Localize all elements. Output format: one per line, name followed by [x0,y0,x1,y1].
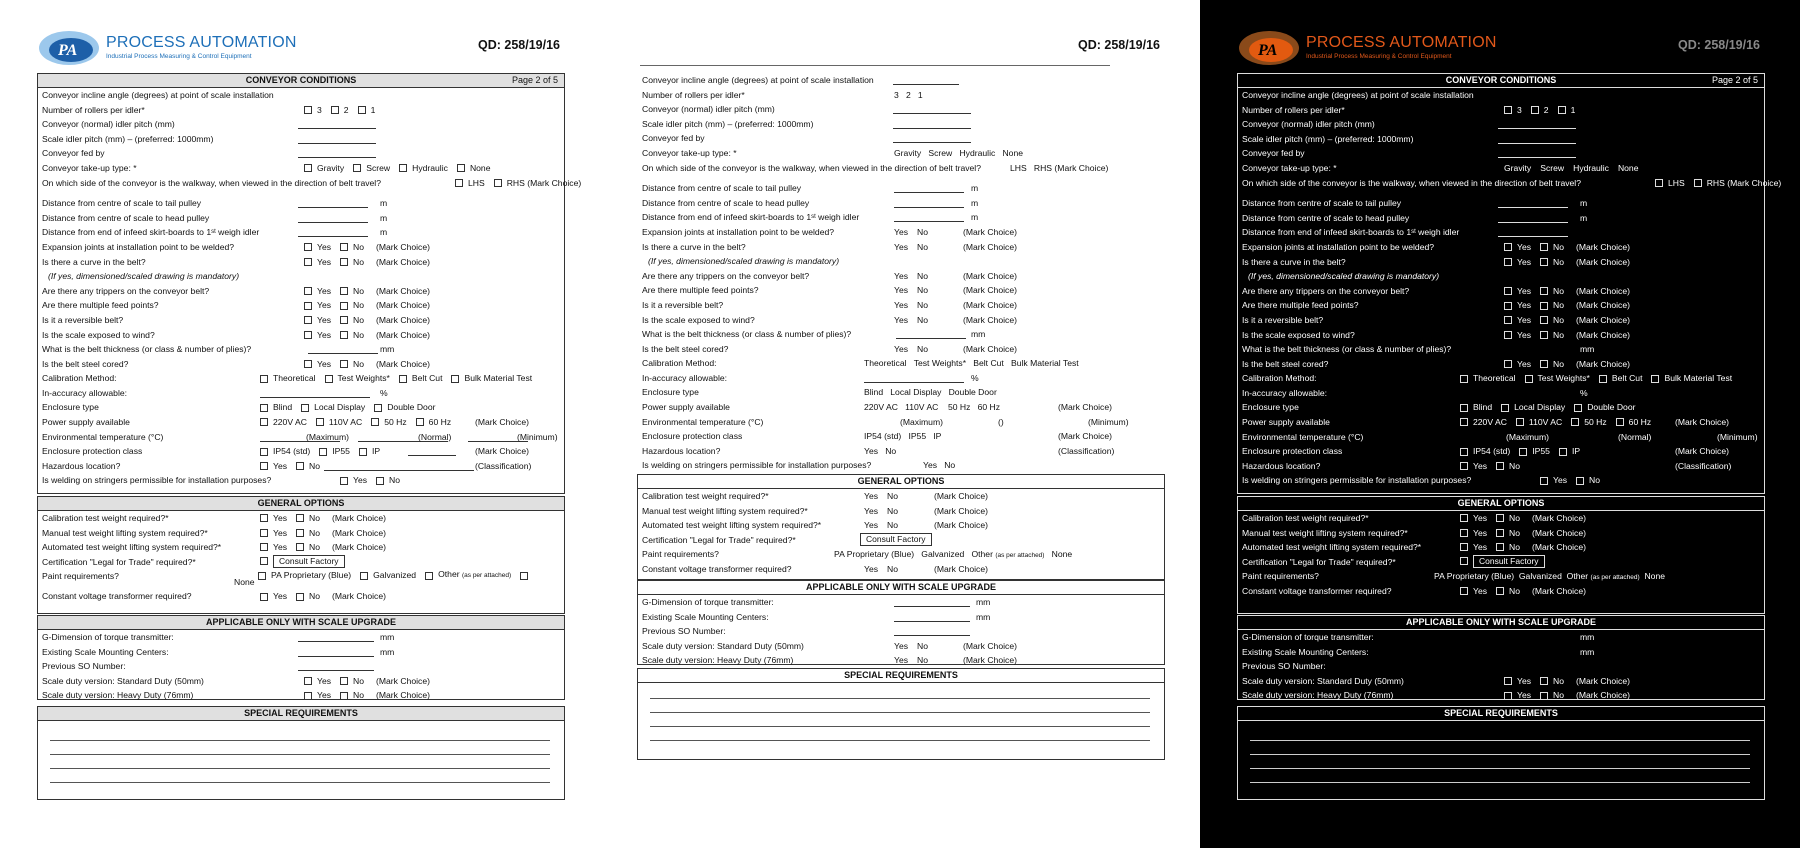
paint-row: Paint requirements? PA Proprietary (Blue) Galvanized Other (as per attached) None [38,569,564,589]
checkbox[interactable] [1574,404,1582,412]
checkbox[interactable] [1496,514,1504,522]
checkbox[interactable] [1540,243,1548,251]
fed-by-row: Conveyor fed by [38,146,564,161]
mark-choice-label: (Mark Choice) [1576,285,1630,296]
mark-choice-label: (Mark Choice) [376,285,430,296]
mark-choice-label: (Mark Choice) [963,343,1017,354]
yes-no-choice: Yes No [1460,584,1526,599]
checkbox[interactable] [340,477,348,485]
checkbox[interactable] [399,164,407,172]
std-row: Scale duty version: Standard Duty (50mm) Yes No (Mark Choice) [38,674,564,689]
checkbox[interactable] [457,164,465,172]
input-line[interactable] [894,192,964,193]
checkbox[interactable] [1559,448,1567,456]
checkbox[interactable] [340,331,348,339]
checkbox[interactable] [425,572,433,580]
reversible-row: Is it a reversible belt? Yes No (Mark Choice) [38,313,564,328]
checkbox[interactable] [1571,418,1579,426]
section-title: CONVEYOR CONDITIONS [245,75,357,85]
company-logo: PA PROCESS AUTOMATION Industrial Process Measuring & Control Equipment [1238,22,1497,72]
yes-no-choice: Yes No [894,285,929,296]
calib-weight-row: Calibration test weight required?* Yes No (Mark Choice) [38,511,564,526]
accuracy-row: In-accuracy allowable: % [42,387,388,398]
yes-no-choice: Yes No [304,674,370,689]
heavy-row: Scale duty version: Heavy Duty (76mm) Yes No (Mark Choice) [38,688,564,703]
input-line[interactable] [408,455,456,456]
input-line[interactable] [260,397,370,398]
enclosure-row: Enclosure type Blind Local Display Double Door [42,402,436,413]
yes-no-choice: Yes No [1504,255,1570,270]
checkbox[interactable] [1651,375,1659,383]
checkbox[interactable] [340,360,348,368]
text-line[interactable] [650,698,1150,699]
transformer-row: Constant voltage transformer required? Yes No (Mark Choice) [38,589,564,604]
yes-no-choice: Yes No [1504,298,1570,313]
mounting-row: Existing Scale Mounting Centers: mm [42,646,395,657]
input-line[interactable] [894,207,964,208]
mark-choice-label: (Mark Choice) [376,690,430,701]
mark-choice-label: (Mark Choice) [934,520,988,531]
welding-row: Is welding on stringers permissible for installation purposes? Yes No [42,475,401,486]
incline-row: Conveyor incline angle (degrees) at point of scale installation [42,90,274,100]
checkbox[interactable] [304,677,312,685]
general-section: GENERAL OPTIONS Calibration test weight required?* Yes No (Mark Choice) Manual test weight lifting system required?* Yes No (Mark Choice) Automated test weight lifting system required?* Yes No (Mark Choice) Certification "Legal for Trade" required?* Consult Factory Paint requirements? PA Proprietary (Blue) Galvanized Other (as per attached) None Constant voltage transformer required? Yes No (Mark Choice) [1237,496,1765,614]
checkbox[interactable] [371,418,379,426]
checkbox[interactable] [340,677,348,685]
mark-choice-label: (Mark Choice) [332,513,386,523]
input-line[interactable] [893,113,971,114]
mark-choice-label: (Mark Choice) [1532,542,1586,553]
checkbox[interactable] [1460,404,1468,412]
yes-no-choice: Yes No [894,241,929,252]
mark-choice-label: (Mark Choice) [1576,675,1630,686]
checkbox[interactable] [325,375,333,383]
checkbox[interactable] [1540,360,1548,368]
svg-text:PA: PA [1258,42,1278,59]
input-line[interactable] [1498,207,1568,208]
text-line[interactable] [50,740,550,741]
mark-choice-label: (Mark Choice) [963,314,1017,325]
form-page-inverted-overlay [1200,0,1800,848]
calib-row: Calibration Method: Theoretical Test Weights* Belt Cut Bulk Material Test [42,373,533,384]
checkbox[interactable] [1504,316,1512,324]
input-line[interactable] [1498,157,1576,158]
checkbox[interactable] [304,302,312,310]
checkbox[interactable] [399,375,407,383]
checkbox[interactable] [260,375,268,383]
checkbox[interactable] [374,404,382,412]
checkbox[interactable] [1460,448,1468,456]
mark-choice-label: (Mark Choice) [1576,690,1630,701]
checkbox[interactable] [304,360,312,368]
checkbox[interactable] [1519,448,1527,456]
mark-choice-label: (Mark Choice) [376,314,430,325]
yes-no-choice: Yes No [1504,240,1570,255]
mark-choice-label: (Mark Choice) [1576,241,1630,252]
checkbox[interactable] [1540,677,1548,685]
checkbox[interactable] [1504,243,1512,251]
checkbox[interactable] [296,514,304,522]
checkbox[interactable] [340,258,348,266]
input-line[interactable] [894,621,970,622]
prev-so-row: Previous SO Number: [38,659,564,674]
checkbox[interactable] [304,106,312,114]
yes-no-choice: Yes No [1504,674,1570,689]
special-section [37,706,565,800]
input-line[interactable] [298,157,376,158]
mark-choice-label: (Mark Choice) [963,299,1017,310]
checkbox[interactable] [304,316,312,324]
mark-choice-label: (Mark Choice) [1576,358,1630,369]
checkbox[interactable] [1460,514,1468,522]
wind-row: Is the scale exposed to wind? Yes No (Mark Choice) [38,328,564,343]
yes-no-choice: Yes No [894,299,929,310]
protection-row: Enclosure protection class IP54 (std) IP55 IP (Mark Choice) [42,446,529,457]
mark-choice-label: (Mark Choice) [934,491,988,501]
checkbox[interactable] [353,164,361,172]
yes-no-choice: Yes No [864,563,899,574]
checkbox[interactable] [358,106,366,114]
special-section: SPECIAL REQUIREMENTS [637,668,1165,760]
checkbox[interactable] [340,302,348,310]
checkbox[interactable] [260,448,268,456]
mark-choice-label: (Mark Choice) [376,300,430,311]
yes-no-choice: Yes No [304,240,370,255]
checkbox[interactable] [260,462,268,470]
checkbox[interactable] [1540,258,1548,266]
input-line[interactable] [894,221,964,222]
checkbox[interactable] [1504,360,1512,368]
auto-lift-row: Automated test weight lifting system required?* Yes No (Mark Choice) [38,540,564,555]
checkbox[interactable] [340,287,348,295]
checkbox[interactable] [1531,106,1539,114]
checkbox[interactable] [296,529,304,537]
mark-choice-label: (Mark Choice) [1532,527,1586,538]
tail-row: Distance from centre of scale to tail pulley m [42,198,388,209]
checkbox[interactable] [1525,375,1533,383]
checkbox[interactable] [1496,529,1504,537]
mark-choice-label: (Mark Choice) [376,241,430,252]
input-line[interactable] [864,382,964,383]
text-line[interactable] [1250,740,1750,741]
input-line[interactable] [1498,236,1568,237]
curve-note: (If yes, dimensioned/scaled drawing is mandatory) [48,271,240,282]
mark-choice-label: (Mark Choice) [963,285,1017,296]
checkbox[interactable] [340,692,348,700]
manual-lift-row: Manual test weight lifting system required?* Yes No (Mark Choice) [38,526,564,541]
hazard-row: Hazardous location? Yes No (Classification) [42,460,532,471]
checkbox[interactable] [1496,587,1504,595]
qd-number: QD: 258/19/16 [478,38,560,52]
checkbox[interactable] [1655,179,1663,187]
checkbox[interactable] [304,287,312,295]
checkbox[interactable] [1616,418,1624,426]
mark-choice-label: (Mark Choice) [1576,314,1630,325]
checkbox[interactable] [260,543,268,551]
yes-no-choice: Yes No [1504,313,1570,328]
mark-choice-label: (Mark Choice) [376,256,430,267]
yes-no-choice: Yes No [260,526,326,541]
input-line[interactable] [298,143,376,144]
conveyor-section: Conveyor incline angle (degrees) at point of scale installation Number of rollers per idler* 3 2 1 Conveyor (normal) idler pitch (mm) Scale idler pitch (mm) – (preferred: 1000mm) Conveyor fed by Conveyor take-up type: * Gravity Screw Hydraulic None On which side of the conveyor is the walkway, when viewed in the direction of belt travel? LHS RHS (Mark Choice) Distance from centre of scale to tail pulley m Distance from centre of scale to head pulley m Distance from end of infeed skirt-boards to 1st weigh idler m Expansion joints at installation point to be welded? Yes No (Mark Choice) Is there a curve in the belt? Yes No (Mark Choice) (If yes, dimensioned/scaled drawing is mandatory) Are there any trippers on the conveyor belt? Yes No (Mark Choice) Are there multiple feed points? Yes No (Mark Choice) Is it a reversible belt? Yes No (Mark Choice) Is the scale exposed to wind? Yes No (Mark Choice) What is the belt thickness (or class & number of plies)? mm Is the belt steel cored? Yes No (Mark Choice) Calibration Method: Theoretical Test Weights* Belt Cut Bulk Material Test In-accuracy allowable: % Enclosure type Blind Local Display Double Door Power supply available 220V AC 110V AC 50 Hz 60 Hz (Mark Choice) Environmental temperature (°C) (Maximum) () (Minimum) Enclosure protection class IP54 (std) IP55 IP (Mark Choice) Hazardous location? Yes No (Classification) Is welding on stringers permissible for installation purposes? Yes No [642,75,1129,471]
yes-no-choice: Yes No [260,540,326,555]
text-line[interactable] [1250,754,1750,755]
walkway-row: On which side of the conveyor is the walkway, when viewed in the direction of belt travel? LHS RHS (Mark Choice) [42,177,582,188]
input-line[interactable] [1498,128,1576,129]
checkbox[interactable] [260,529,268,537]
input-line[interactable] [894,635,970,636]
page-number: Page 2 of 5 [511,75,558,85]
yes-no-choice: Yes No [864,505,899,516]
consult-factory-label: Consult Factory [273,555,345,568]
yes-no-choice: Yes No [304,255,370,270]
input-line[interactable] [308,353,378,354]
mark-choice-label: (Mark Choice) [963,241,1017,252]
trippers-row: Are there any trippers on the conveyor belt? Yes No (Mark Choice) [38,284,564,299]
idler-pitch-row: Conveyor (normal) idler pitch (mm) [38,117,564,132]
expansion-row: Expansion joints at installation point to be welded? Yes No (Mark Choice) [38,240,564,255]
yes-no-choice: Yes No [894,655,929,666]
checkbox[interactable] [260,514,268,522]
checkbox[interactable] [316,418,324,426]
yes-no-choice: Yes No [304,298,370,313]
legal-row: Certification "Legal for Trade" required?* Consult Factory [38,555,564,570]
brand-name: PROCESS AUTOMATION [106,34,297,51]
mark-choice-label: (Mark Choice) [934,563,988,574]
checkbox[interactable] [1540,287,1548,295]
mark-choice-label: (Mark Choice) [376,675,430,686]
company-logo [38,22,297,72]
checkbox[interactable] [340,243,348,251]
checkbox[interactable] [260,418,268,426]
checkbox[interactable] [1504,287,1512,295]
text-line[interactable] [50,768,550,769]
section-title: GENERAL OPTIONS [38,497,564,511]
checkbox[interactable] [296,593,304,601]
input-line[interactable] [893,142,971,143]
checkbox[interactable] [260,593,268,601]
pa-logo-icon [1238,24,1300,70]
yes-no-choice: Yes No [1504,688,1570,703]
mark-choice-label: (Mark Choice) [1532,513,1586,523]
checkbox[interactable] [304,243,312,251]
svg-text:PA: PA [58,42,78,59]
qd-number: QD: 258/19/16 [1078,38,1160,52]
checkbox[interactable] [1496,462,1504,470]
checkbox[interactable] [1460,557,1468,565]
checkbox[interactable] [1460,543,1468,551]
mark-choice-label: (Mark Choice) [332,591,386,602]
input-line[interactable] [324,470,474,471]
conveyor-section: CONVEYOR CONDITIONS Page 2 of 5 Conveyor incline angle (degrees) at point of scale installation Number of rollers per idler* 3 2 1 Conveyor (normal) idler pitch (mm) Scale idler pitch (mm) – (preferred: 1000mm) Conveyor fed by Conveyor take-up type: * Gravity Screw Hydraulic None On which side of the conveyor is the walkway, when viewed in the direction of belt travel? LHS RHS (Mark Choice) Distance from centre of scale to tail pulley m Distance from centre of scale to head pulley m Distance from end of infeed skirt-boards to 1st weigh idler Expansion joints at installation point to be welded? Yes No (Mark Choice) Is there a curve in the belt? Yes No (Mark Choice) (If yes, dimensioned/scaled drawing is mandatory) Are there any trippers on the conveyor belt? Yes No (Mark Choice) Are there multiple feed points? Yes No (Mark Choice) Is it a reversible belt? Yes No (Mark Choice) Is the scale exposed to wind? Yes No (Mark Choice) What is the belt thickness (or class & number of plies)? mm Is the belt steel cored? Yes No (Mark Choice) Calibration Method: Theoretical Test Weights* Belt Cut Bulk Material Test In-accuracy allowable: % Enclosure type Blind Local Display Double Door Power supply available 220V AC 110V AC 50 Hz 60 Hz (Mark Choice) Environmental temperature (°C) (Maximum) (Normal) (Minimum) Enclosure protection class IP54 (std) IP55 IP (Mark Choice) Hazardous location? Yes No (Classification) Is welding on stringers permissible for installation purposes? Yes No [1237,73,1765,494]
thickness-row: What is the belt thickness (or class & number of plies)? mm [42,344,395,355]
skirt-row: Distance from end of infeed skirt-boards to 1st weigh idler m [42,227,388,238]
checkbox[interactable] [1540,302,1548,310]
checkbox[interactable] [360,572,368,580]
yes-no-choice: Yes No [1504,357,1570,372]
input-line[interactable] [298,207,368,208]
yes-no-choice: Yes No [1504,328,1570,343]
input-line[interactable] [298,128,376,129]
checkbox[interactable] [520,572,528,580]
text-line[interactable] [650,740,1150,741]
yes-no-choice: Yes No [260,589,326,604]
env-row: Environmental temperature (°C) (Maximum) (Normal) (Minimum) [42,431,558,442]
checkbox[interactable] [1599,375,1607,383]
input-line[interactable] [896,338,966,339]
mark-choice-label: (Mark Choice) [332,527,386,538]
checkbox[interactable] [296,462,304,470]
yes-no-choice: Yes No [304,313,370,328]
yes-no-choice: Yes No [260,511,326,526]
checkbox[interactable] [258,572,266,580]
mark-choice-label: (Mark Choice) [376,329,430,340]
input-line[interactable] [298,236,368,237]
yes-no-choice: Yes No [894,640,929,651]
curve-row: Is there a curve in the belt? Yes No (Mark Choice) [38,255,564,270]
checkbox[interactable] [1460,529,1468,537]
section-title: APPLICABLE ONLY WITH SCALE UPGRADE [38,616,564,630]
checkbox[interactable] [304,331,312,339]
general-section: GENERAL OPTIONS Calibration test weight required?* Yes No (Mark Choice) Manual test weight lifting system required?* Yes No (Mark Choice) Automated test weight lifting system required?* Yes No (Mark Choice) Certification "Legal for Trade" required?* Consult Factory Paint requirements? PA Proprietary (Blue) Galvanized Other (as per attached) None Constant voltage transformer required? Yes No (Mark Choice) [637,474,1165,580]
yes-no-choice: Yes No [304,357,370,372]
yes-no-choice: Yes No [894,226,929,237]
checkbox[interactable] [260,557,268,565]
checkbox[interactable] [1460,462,1468,470]
checkbox[interactable] [319,448,327,456]
yes-no-choice: Yes No [1460,526,1526,541]
input-line[interactable] [298,641,374,642]
checkbox[interactable] [1516,418,1524,426]
mark-choice-label: (Mark Choice) [963,270,1017,281]
mark-choice-label: (Mark Choice) [934,505,988,516]
checkbox[interactable] [260,404,268,412]
mark-choice-label: (Mark Choice) [1576,300,1630,311]
checkbox[interactable] [1540,331,1548,339]
yes-no-choice: Yes No [1460,540,1526,555]
checkbox[interactable] [1558,106,1566,114]
upgrade-section: APPLICABLE ONLY WITH SCALE UPGRADE G-Dimension of torque transmitter: mm Existing Scale Mounting Centers: mm Previous SO Number: Scale duty version: Standard Duty (50mm) Yes No (Mark Choice) Scale duty version: Heavy Duty (76mm) Yes No (Mark Choice) [1237,615,1765,700]
text-line[interactable] [650,712,1150,713]
checkbox[interactable] [1504,331,1512,339]
checkbox[interactable] [1540,477,1548,485]
checkbox[interactable] [340,316,348,324]
yes-no-choice: Yes No [304,688,370,703]
power-row: Power supply available 220V AC 110V AC 50 Hz 60 Hz (Mark Choice) [42,417,529,428]
input-line[interactable] [298,670,374,671]
upgrade-section: APPLICABLE ONLY WITH SCALE UPGRADE G-Dimension of torque transmitter: mm Existing Scale Mounting Centers: mm Previous SO Number: Scale duty version: Standard Duty (50mm) Yes No (Mark Choice) Scale duty version: Heavy Duty (76mm) Yes No (Mark Choice) [637,580,1165,665]
mark-choice-label: (Mark Choice) [332,542,386,553]
conveyor-section [37,73,582,494]
checkbox[interactable] [1460,418,1468,426]
yes-no-choice: Yes No [304,284,370,299]
checkbox[interactable] [1504,258,1512,266]
section-title: SPECIAL REQUIREMENTS [38,707,564,721]
input-line[interactable] [1498,222,1568,223]
scale-pitch-row: Scale idler pitch (mm) – (preferred: 1000mm) [38,132,564,147]
input-line[interactable] [894,606,970,607]
checkbox[interactable] [376,477,384,485]
mark-choice-label: (Mark Choice) [1576,256,1630,267]
input-line[interactable] [298,656,374,657]
checkbox[interactable] [1501,404,1509,412]
text-line[interactable] [650,726,1150,727]
checkbox[interactable] [1694,179,1702,187]
yes-no-choice: Yes No [894,314,929,325]
checkbox[interactable] [455,179,463,187]
yes-no-choice: Yes No [1504,284,1570,299]
checkbox[interactable] [296,543,304,551]
takeup-row: Conveyor take-up type: * Gravity Screw Hydraulic None [42,162,491,173]
input-line[interactable] [298,222,368,223]
mark-choice-label: (Mark Choice) [1576,329,1630,340]
yes-no-choice: Yes No [894,270,929,281]
checkbox[interactable] [1540,692,1548,700]
checkbox[interactable] [304,164,312,172]
yes-no-choice: Yes No [864,520,899,531]
checkbox[interactable] [1496,543,1504,551]
yes-no-choice: Yes No [894,343,929,354]
checkbox[interactable] [1460,587,1468,595]
mark-choice-label: (Mark Choice) [376,358,430,369]
checkbox[interactable] [1504,106,1512,114]
gdim-row: G-Dimension of torque transmitter: mm [42,632,395,642]
checkbox[interactable] [494,179,502,187]
mark-choice-label: (Mark Choice) [963,655,1017,666]
text-line[interactable] [1250,782,1750,783]
checkbox[interactable] [331,106,339,114]
checkbox[interactable] [304,258,312,266]
input-line[interactable] [893,128,971,129]
checkbox[interactable] [1540,316,1548,324]
pa-logo-icon [38,24,100,70]
head-row: Distance from centre of scale to head pulley m [42,212,388,223]
mark-choice-label: (Mark Choice) [963,226,1017,237]
qd-number: QD: 258/19/16 [1678,38,1760,52]
checkbox[interactable] [1504,692,1512,700]
checkbox[interactable] [451,375,459,383]
text-line[interactable] [50,782,550,783]
checkbox[interactable] [1504,677,1512,685]
mark-choice-label: (Mark Choice) [963,640,1017,651]
form-page-text-only [600,0,1200,848]
rollers-row: Number of rollers per idler* 3 2 1 [42,104,376,115]
upgrade-section [37,615,565,700]
special-section: SPECIAL REQUIREMENTS [1237,706,1765,800]
general-section [37,496,565,614]
input-line[interactable] [1498,143,1576,144]
checkbox[interactable] [416,418,424,426]
checkbox[interactable] [301,404,309,412]
yes-no-choice: Yes No [864,491,899,501]
text-line[interactable] [1250,768,1750,769]
checkbox[interactable] [1460,375,1468,383]
checkbox[interactable] [1504,302,1512,310]
input-line[interactable] [893,84,959,85]
steel-row: Is the belt steel cored? Yes No (Mark Choice) [38,357,564,372]
checkbox[interactable] [304,692,312,700]
yes-no-choice: Yes No [304,328,370,343]
form-page-original [0,0,600,848]
text-line[interactable] [50,754,550,755]
checkbox[interactable] [359,448,367,456]
feed-row: Are there multiple feed points? Yes No (Mark Choice) [38,298,564,313]
checkbox[interactable] [1576,477,1584,485]
brand-tagline: Industrial Process Measuring & Control Equipment [106,53,252,60]
yes-no-choice: Yes No [1460,511,1526,526]
mark-choice-label: (Mark Choice) [1532,585,1586,596]
